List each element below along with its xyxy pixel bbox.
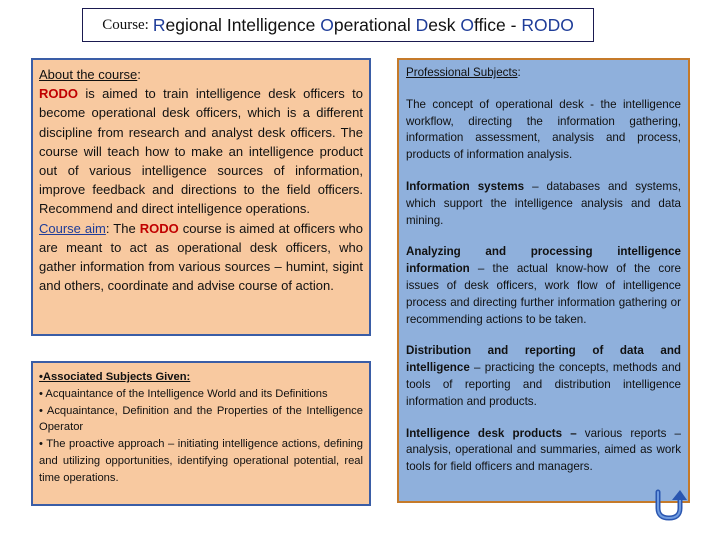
aim-heading: Course aim [39, 220, 106, 236]
title-segment: O [460, 14, 474, 35]
aim-rodo: RODO [139, 220, 179, 236]
course-title-box [82, 8, 594, 42]
subject-bold: Distribution and reporting of data and intelligence [406, 344, 681, 375]
title-prefix: Course: [102, 16, 149, 33]
subject-text: – practicing the concepts, methods and tools of reporting and distribution intelligence information and products. [406, 361, 681, 408]
subject-distribution [406, 343, 681, 410]
subject-bold: Intelligence desk products – [406, 426, 577, 440]
associated-item: • The proactive approach – initiating intelligence actions, defining and utilizing opportunities, identifying operational potential, real time operations. [39, 438, 363, 484]
associated-item: • Acquaintance, Definition and the Properties of the Intelligence Operator [39, 404, 363, 434]
title-segment: R [152, 14, 166, 35]
subject-information-systems [406, 179, 681, 229]
aim-text: course is aimed at officers who are meant to act as operational desk officers, who gather information from various sources – humint, sigint and others, coordinate and advise course of action. [39, 220, 363, 294]
aim-pre: : The [105, 220, 140, 236]
subject-concept [406, 97, 681, 164]
subject-text: – the actual know-how of the core issues of desk officers, work flow of intelligence process and directing further information gathering or recommending actions to be taken. [406, 262, 681, 326]
title-acronym: RODO [521, 14, 574, 35]
title-segment: ffice - [473, 14, 522, 35]
professional-subjects-panel [397, 58, 690, 503]
about-heading: About the course [39, 67, 138, 82]
about-course-panel [31, 58, 371, 336]
professional-heading: Professional Subjects [406, 66, 518, 79]
about-heading-colon: : [137, 67, 141, 82]
title-letters [153, 15, 521, 35]
course-title [153, 15, 574, 36]
about-rodo: RODO [39, 86, 78, 102]
associated-heading: •Associated Subjects Given: [39, 371, 191, 383]
professional-heading-row [406, 65, 681, 82]
title-segment: perational [333, 14, 416, 35]
title-segment: esk [428, 14, 461, 35]
title-segment: egional [165, 14, 227, 35]
title-segment: I [226, 14, 232, 35]
associated-item: • Acquaintance of the Intelligence World and its Definitions [39, 387, 328, 400]
subject-desk-products [406, 426, 681, 476]
subject-text: various reports – analysis, operational and summaries, aimed as work tools for field officers and managers. [406, 426, 681, 474]
title-segment: D [415, 14, 429, 35]
title-segment: O [320, 14, 334, 35]
subject-text: – databases and systems, which support the intelligence analysis and data mining. [406, 179, 682, 227]
associated-subjects-panel [31, 361, 371, 506]
title-segment: ntelligence [231, 14, 321, 35]
subject-text: The concept of operational desk - the intelligence workflow, directing the information gathering, information assessment, analysis and process, products of information analysis. [406, 97, 681, 162]
subject-bold: Information systems [406, 179, 525, 193]
professional-heading-colon: : [517, 66, 521, 79]
subject-analyzing [406, 244, 681, 328]
subject-bold: Analyzing and processing intelligence information [406, 245, 681, 276]
about-text: is aimed to train intelligence desk officers to become operational desk officers, which is a different discipline from research and analyst desk officers. The course will teach how to make an intelligence product out of various intelligence sources of information, improve feedback and directions to the field officers. Recommend and direct intelligence operations. [39, 86, 363, 217]
u-turn-arrow-icon[interactable] [650, 488, 688, 522]
